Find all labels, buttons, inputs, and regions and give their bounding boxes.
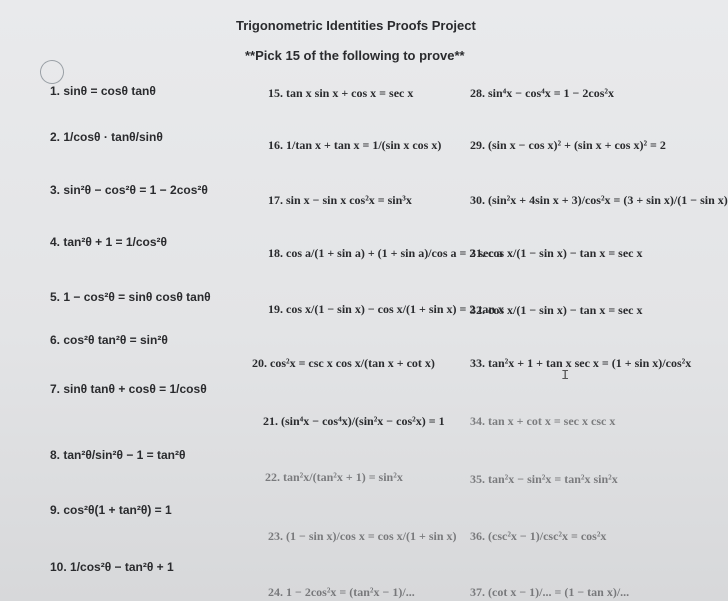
identity-1: 1. sinθ = cosθ tanθ (50, 84, 156, 98)
identity-32: 32. cos x/(1 − sin x) − tan x = sec x (470, 303, 643, 317)
identity-15: 15. tan x sin x + cos x = sec x (268, 86, 414, 100)
identity-22: 22. tan²x/(tan²x + 1) = sin²x (265, 470, 403, 484)
page-title: Trigonometric Identities Proofs Project (236, 18, 476, 33)
identity-18: 18. cos a/(1 + sin a) + (1 + sin a)/cos a = 2 sec a (268, 246, 503, 260)
identity-8: 8. tan²θ/sin²θ − 1 = tan²θ (50, 448, 186, 462)
identity-16: 16. 1/tan x + tan x = 1/(sin x cos x) (268, 138, 442, 152)
identity-10: 10. 1/cos²θ − tan²θ + 1 (50, 560, 174, 574)
identity-37: 37. (cot x − 1)/... = (1 − tan x)/... (470, 585, 630, 599)
identity-34: 34. tan x + cot x = sec x csc x (470, 414, 616, 428)
identity-19: 19. cos x/(1 − sin x) − cos x/(1 + sin x) = 2 tan x (268, 302, 505, 316)
identity-29: 29. (sin x − cos x)² + (sin x + cos x)² = 2 (470, 138, 666, 152)
identity-31: 31. cos x/(1 − sin x) − tan x = sec x (470, 246, 643, 260)
identity-30: 30. (sin²x + 4sin x + 3)/cos²x = (3 + sin x)/(1 − sin x) (470, 193, 728, 207)
identity-24: 24. 1 − 2cos²x = (tan²x − 1)/... (268, 585, 415, 599)
identity-6: 6. cos²θ tan²θ = sin²θ (50, 333, 168, 347)
identity-35: 35. tan²x − sin²x = tan²x sin²x (470, 472, 618, 486)
identity-9: 9. cos²θ(1 + tan²θ) = 1 (50, 503, 172, 517)
identity-4: 4. tan²θ + 1 = 1/cos²θ (50, 235, 168, 249)
identity-28: 28. sin⁴x − cos⁴x = 1 − 2cos²x (470, 86, 614, 100)
identity-23: 23. (1 − sin x)/cos x = cos x/(1 + sin x) (268, 529, 457, 543)
identity-33: 33. tan²x + 1 + tan x sec x = (1 + sin x)/cos²x (470, 356, 692, 370)
identity-7: 7. sinθ tanθ + cosθ = 1/cosθ (50, 382, 207, 396)
text-cursor-icon: I (561, 368, 570, 384)
identity-2: 2. 1/cosθ · tanθ/sinθ (50, 130, 163, 144)
page-subtitle: **Pick 15 of the following to prove** (245, 48, 465, 63)
identity-20: 20. cos²x = csc x cos x/(tan x + cot x) (252, 356, 435, 370)
identity-5: 5. 1 − cos²θ = sinθ cosθ tanθ (50, 290, 211, 304)
hand-drawn-circle-icon (37, 57, 68, 88)
identity-36: 36. (csc²x − 1)/csc²x = cos²x (470, 529, 607, 543)
identity-3: 3. sin²θ − cos²θ = 1 − 2cos²θ (50, 183, 208, 197)
identity-21: 21. (sin⁴x − cos⁴x)/(sin²x − cos²x) = 1 (263, 414, 445, 428)
identity-17: 17. sin x − sin x cos²x = sin³x (268, 193, 412, 207)
